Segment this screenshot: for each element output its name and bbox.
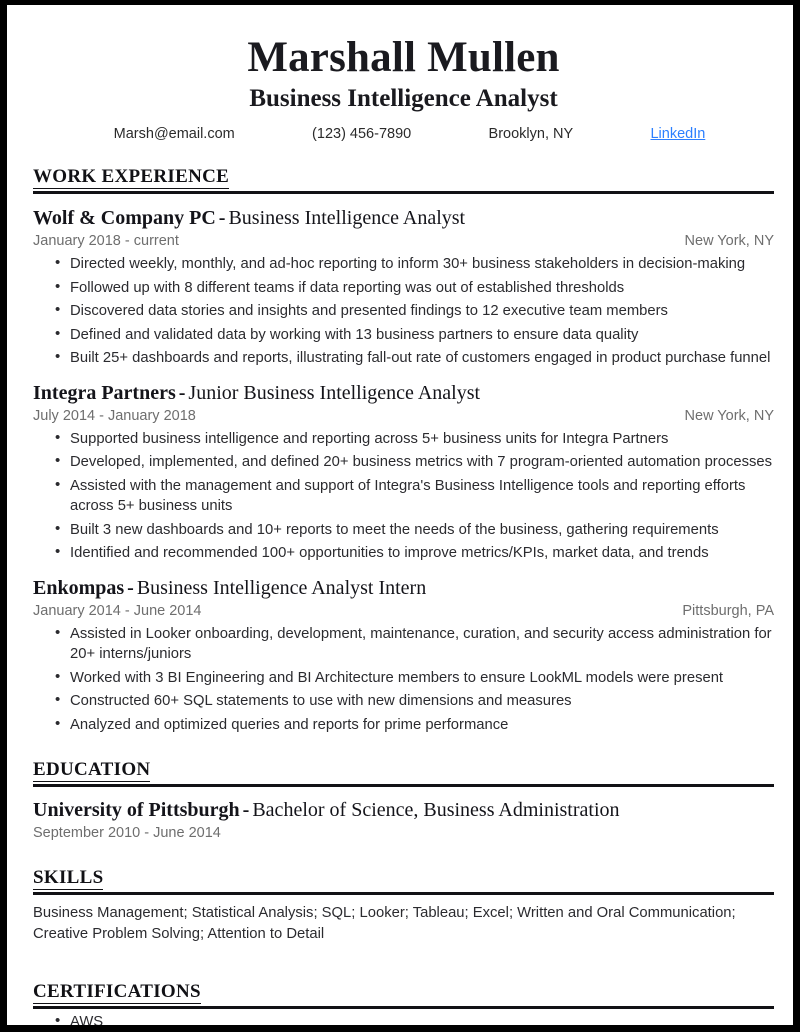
- title-separator: -: [218, 207, 226, 229]
- work-entry-title: [33, 576, 774, 600]
- education-dates: September 2010 - June 2014: [33, 825, 221, 841]
- work-entry-meta: [33, 232, 774, 251]
- work-company-name: Integra Partners: [33, 381, 176, 404]
- section-title-work: WORK EXPERIENCE: [33, 166, 230, 187]
- education-school-name: University of Pittsburgh: [33, 799, 240, 821]
- work-entry: [33, 206, 774, 369]
- section-heading-wrap: [33, 166, 774, 189]
- work-location: Pittsburgh, PA: [682, 602, 774, 619]
- bullet-item: • AWS: [33, 1012, 774, 1025]
- section-skills: [33, 867, 774, 944]
- bullet-item: • Supported business intelligence and reporting across 5+ business units for Integra Partners: [33, 429, 774, 450]
- section-heading-wrap: [33, 867, 774, 890]
- bullet-item: • Assisted in Looker onboarding, development, maintenance, curation, and security access administration for 20+ interns/juniors: [33, 624, 774, 665]
- work-dates: January 2014 - June 2014: [33, 602, 202, 619]
- education-degree: Bachelor of Science, Business Administration: [252, 799, 620, 821]
- resume-header: [33, 33, 774, 142]
- section-divider: [33, 191, 774, 194]
- title-separator: -: [242, 799, 250, 821]
- work-bullet-list: [33, 429, 774, 564]
- contact-phone: (123) 456-7890: [312, 126, 412, 142]
- bullet-item: • Followed up with 8 different teams if data reporting was out of established thresholds: [33, 278, 774, 299]
- title-separator: -: [178, 381, 186, 404]
- title-separator: -: [127, 576, 134, 599]
- work-location: New York, NY: [684, 407, 774, 424]
- work-role-title: Junior Business Intelligence Analyst: [188, 381, 481, 404]
- candidate-name: Marshall Mullen: [247, 34, 560, 81]
- work-role-title: Business Intelligence Analyst Intern: [136, 576, 427, 599]
- contact-linkedin-link[interactable]: LinkedIn: [650, 126, 706, 142]
- section-title-skills: SKILLS: [33, 867, 104, 888]
- section-certifications: [33, 981, 774, 1025]
- work-location: New York, NY: [684, 233, 774, 249]
- section-education: [33, 759, 774, 843]
- section-divider: [33, 784, 774, 787]
- section-heading-wrap: [33, 759, 774, 782]
- work-entry-meta: [33, 602, 774, 621]
- bullet-item: • Built 3 new dashboards and 10+ reports to meet the needs of the business, gathering requirements: [33, 520, 774, 541]
- work-company-name: Enkompas: [33, 576, 125, 599]
- certifications-list: [33, 1012, 774, 1025]
- bullet-item: • Worked with 3 BI Engineering and BI Architecture members to ensure LookML models were present: [33, 668, 774, 689]
- skills-list: Business Management; Statistical Analysis; SQL; Looker; Tableau; Excel; Written and Oral Communication; Creative Problem Solving; Attention to Detail: [33, 905, 736, 942]
- contact-row: [33, 126, 774, 142]
- work-entry: [33, 576, 774, 736]
- work-company-name: Wolf & Company PC: [33, 207, 216, 229]
- contact-location: Brooklyn, NY: [488, 126, 574, 142]
- work-entry-title: [33, 381, 774, 405]
- bullet-item: • Defined and validated data by working with 13 business partners to ensure data quality: [33, 325, 774, 346]
- bullet-item: • Assisted with the management and support of Integra's Business Intelligence tools and reporting efforts across 5+ business units: [33, 476, 774, 517]
- education-entry-title: [33, 798, 774, 822]
- section-title-education: EDUCATION: [33, 759, 151, 780]
- work-bullet-list: [33, 254, 774, 369]
- section-heading-wrap: [33, 981, 774, 1004]
- work-role-title: Business Intelligence Analyst: [228, 207, 466, 229]
- work-dates: January 2018 - current: [33, 233, 179, 249]
- contact-email: Marsh@email.com: [113, 126, 235, 142]
- bullet-item: • Discovered data stories and insights and presented findings to 12 executive team members: [33, 301, 774, 322]
- spacer: [33, 944, 774, 957]
- education-entry: [33, 798, 774, 843]
- bullet-item: • Constructed 60+ SQL statements to use with new dimensions and measures: [33, 691, 774, 712]
- resume-content: [33, 5, 774, 1025]
- work-entry: [33, 381, 774, 564]
- work-entry-meta: [33, 407, 774, 426]
- resume-page: [7, 5, 793, 1025]
- bullet-item: • Developed, implemented, and defined 20+ business metrics with 7 program-oriented automation processes: [33, 452, 774, 473]
- work-dates: July 2014 - January 2018: [33, 407, 196, 424]
- work-entry-title: [33, 206, 774, 230]
- candidate-job-title: Business Intelligence Analyst: [249, 85, 558, 112]
- bullet-item: • Directed weekly, monthly, and ad-hoc reporting to inform 30+ business stakeholders in decision-making: [33, 254, 774, 275]
- bullet-item: • Built 25+ dashboards and reports, illustrating fall-out rate of customers engaged in product purchase funnel: [33, 348, 774, 369]
- bullet-item: • Identified and recommended 100+ opportunities to improve metrics/KPIs, market data, and trends: [33, 543, 774, 564]
- section-divider: [33, 892, 774, 895]
- bullet-item: • Analyzed and optimized queries and reports for prime performance: [33, 715, 774, 736]
- section-divider: [33, 1006, 774, 1009]
- work-bullet-list: [33, 624, 774, 736]
- section-work-experience: [33, 166, 774, 735]
- section-title-certifications: CERTIFICATIONS: [33, 981, 201, 1002]
